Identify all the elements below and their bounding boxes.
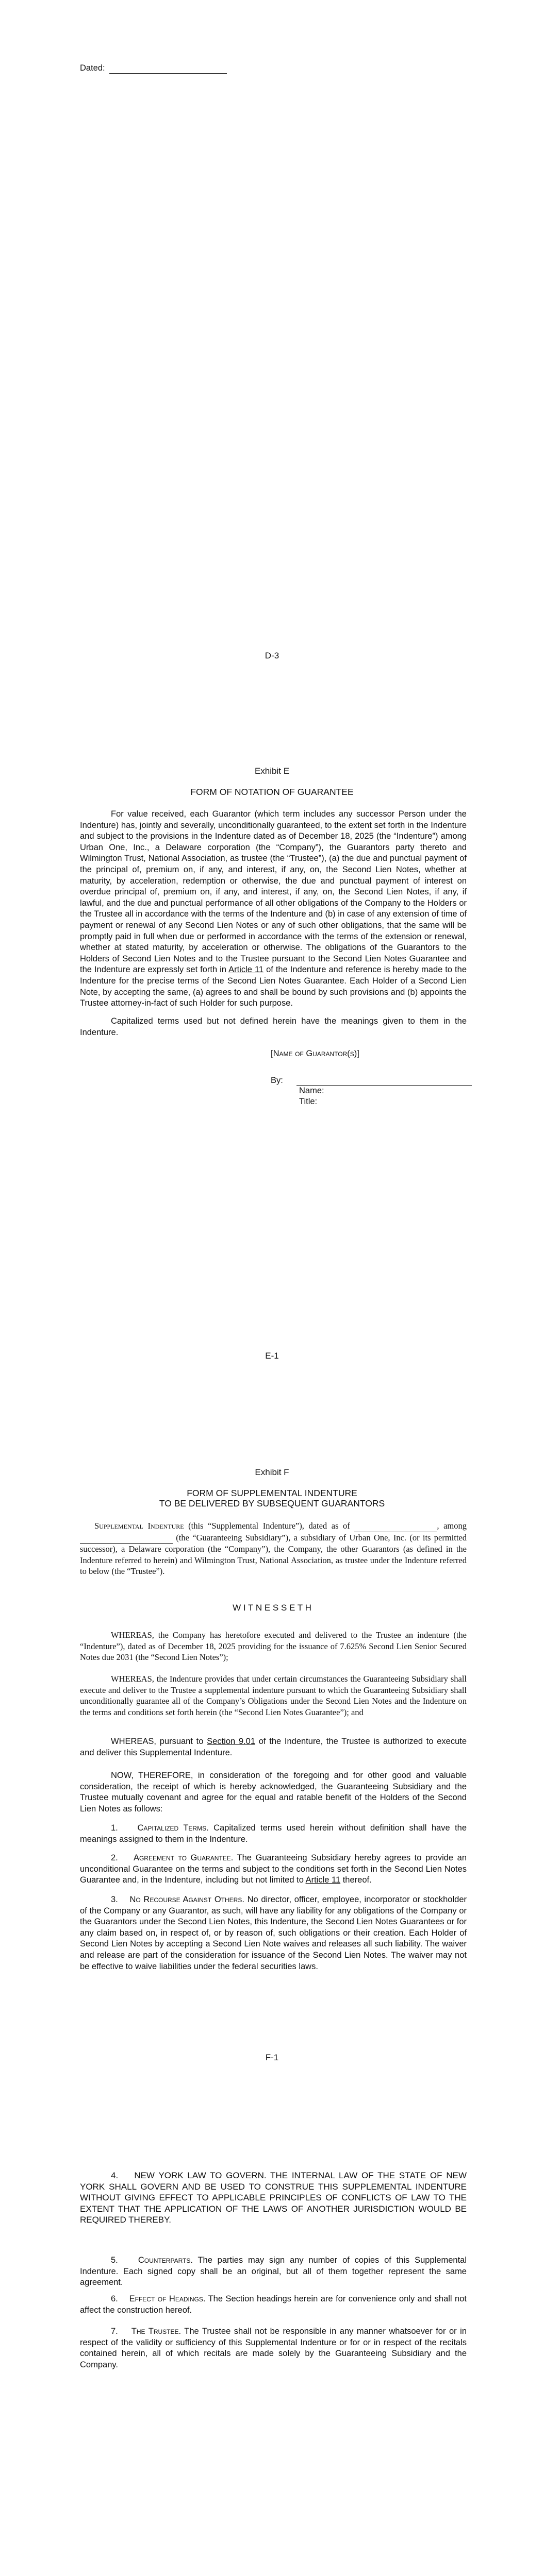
- signature-title: Title:: [299, 1097, 318, 1106]
- exhibit-f-title-2: TO BE DELIVERED BY SUBSEQUENT GUARANTORS: [159, 1498, 385, 1509]
- section-1: 1. Capitalized Terms. Capitalized terms used herein without definition shall have the meanings assigned to them in the Indenture.: [80, 1823, 467, 1844]
- notation-paragraph-1: For value received, each Guarantor (which term includes any successor Person under the Indenture) has, jointly and severally, unconditionally guaranteed, to the extent set forth in the Indenture and subject to the provisions in the Indenture dated as of December 18, 2025 (the “Indenture”) among Urban One, Inc., a Delaware corporation (the “Company”), the Guarantors party thereto and Wilmington Trust, National Association, as trustee (the “Trustee”), (a) the due and punctual payment of the principal of, premium on, if any, and interest, if any, on, the Second Lien Notes, whether at maturity, by acceleration, redemption or otherwise, the due and punctual payment of interest on overdue principal of, premium on, if any, and interest, if any, on, the Second Lien Notes, if any, if lawful, and the due and punctual performance of all other obligations of the Company to the Holders or the Trustee all in accordance with the terms of the Indenture and (b) in case of any extension of time of payment or renewal of any Second Lien Notes or any of such other obligations, that the same will be promptly paid in full when due or performed in accordance with the terms of the extension or renewal, whether at stated maturity, by acceleration or otherwise. The obligations of the Guarantors to the Holders of Second Lien Notes and to the Trustee pursuant to the Second Lien Notes Guarantee and the Indenture are expressly set forth in Article 11 of the Indenture and reference is hereby made to the Indenture for the precise terms of the Second Lien Notes Guarantee. Each Holder of a Second Lien Note, by accepting the same, (a) agrees to and shall be bound by such provisions and (b) appoints the Trustee attorney-in-fact of such Holder for such purpose.: [80, 809, 467, 1008]
- page-number-e1: E-1: [265, 1351, 279, 1361]
- exhibit-f-title-1: FORM OF SUPPLEMENTAL INDENTURE: [187, 1488, 357, 1498]
- signature-name: Name:: [299, 1086, 324, 1095]
- section-5: 5. Counterparts. The parties may sign any number of copies of this Supplemental Indenture. Each signed copy shall be an original, but all of them together represent the same agreement.: [80, 2256, 467, 2287]
- section-4: 4. NEW YORK LAW TO GOVERN. THE INTERNAL LAW OF THE STATE OF NEW YORK SHALL GOVERN AND BE USED TO CONSTRUE THIS SUPPLEMENTAL INDENTURE WITHOUT GIVING EFFECT TO APPLICABLE PRINCIPLES OF CONFLICTS OF LAW TO THE EXTENT THAT THE APPLICATION OF THE LAWS OF ANOTHER JURISDICTION WOULD BE REQUIRED THEREBY.: [80, 2171, 467, 2225]
- notation-paragraph-2: Capitalized terms used but not defined herein have the meanings given to them in the Indenture.: [80, 1016, 467, 1037]
- witnesseth: W I T N E S S E T H: [233, 1603, 311, 1613]
- dated-line: [80, 63, 227, 74]
- exhibit-f-label: Exhibit F: [255, 1467, 289, 1477]
- guarantor-name-placeholder: [Name of Guarantor(s)]: [271, 1049, 359, 1058]
- page-number-f1: F-1: [265, 2053, 279, 2062]
- signature-by: [271, 1076, 477, 1086]
- whereas-2: WHEREAS, the Indenture provides that under certain circumstances the Guaranteeing Subsidiary shall execute and deliver to the Trustee a supplemental indenture pursuant to which the Guaranteeing Subsidiary shall unconditionally guarantee all of the Company’s Obligations under the Second Lien Notes and the Indenture on the terms and conditions set forth herein (the “Second Lien Notes Guarantee”); and: [80, 1674, 467, 1717]
- dated-blank: [109, 63, 227, 74]
- now-therefore: NOW, THEREFORE, in consideration of the foregoing and for other good and valuable consideration, the receipt of which is hereby acknowledged, the Guaranteeing Subsidiary and the Trustee mutually covenant and agree for the equal and ratable benefit of the Holders of the Second Lien Notes as follows:: [80, 1771, 467, 1814]
- by-label: By:: [271, 1076, 283, 1085]
- section-6: 6. Effect of Headings. The Section headings herein are for convenience only and shall not affect the construction hereof.: [80, 2294, 467, 2315]
- article-11-link[interactable]: Article 11: [228, 965, 264, 975]
- signature-line: [296, 1076, 472, 1086]
- section-3: 3. No Recourse Against Others. No director, officer, employee, incorporator or stockholder of the Company or any Guarantor, as such, will have any liability for any obligations of the Company or the Guarantors under the Second Lien Notes, this Indenture, the Second Lien Notes Guarantees or for any claim based on, in respect of, or by reason of, such obligations or their creation. Each Holder of Second Lien Notes by accepting a Second Lien Note waives and releases all such liability. The waiver and release are part of the consideration for issuance of the Second Lien Notes. The waiver may not be effective to waive liabilities under the federal securities laws.: [80, 1895, 467, 1971]
- whereas-1: WHEREAS, the Company has heretofore executed and delivered to the Trustee an indenture (the “Indenture”), dated as of December 18, 2025 providing for the issuance of 7.625% Second Lien Senior Secured Notes due 2031 (the “Second Lien Notes”);: [80, 1630, 467, 1663]
- exhibit-e-label: Exhibit E: [254, 766, 290, 776]
- dated-label: Dated:: [80, 63, 105, 73]
- section-7: 7. The Trustee. The Trustee shall not be responsible in any manner whatsoever for or in respect of the validity or sufficiency of this Supplemental Indenture or for or in respect of the recitals contained herein, all of which recitals are made solely by the Guaranteeing Subsidiary and the Company.: [80, 2327, 467, 2369]
- exhibit-e-title: FORM OF NOTATION OF GUARANTEE: [190, 787, 354, 797]
- article-11-link-2[interactable]: Article 11: [305, 1875, 341, 1885]
- section-2: 2. Agreement to Guarantee. The Guaranteeing Subsidiary hereby agrees to provide an unconditional Guarantee on the terms and subject to the conditions set forth in the Second Lien Notes Guarantee and, in the Indenture, including but not limited to Article 11 thereof.: [80, 1853, 467, 1885]
- page-number-d3: D-3: [265, 651, 279, 660]
- section-9-01-link[interactable]: Section 9.01: [207, 1737, 256, 1746]
- supplemental-intro: Supplemental Indenture (this “Supplemental Indenture”), dated as of , among (the “Guaranteeing Subsidiary”), a subsidiary of Urban One, Inc. (or its permitted successor), a Delaware corporation (the “Company”), the Company, the other Guarantors (as defined in the Indenture referred to herein) and Wilmington Trust, National Association, as trustee under the Indenture referred to below (the “Trustee”).: [80, 1521, 467, 1577]
- whereas-3: WHEREAS, pursuant to Section 9.01 of the Indenture, the Trustee is authorized to execute and deliver this Supplemental Indenture.: [80, 1737, 467, 1757]
